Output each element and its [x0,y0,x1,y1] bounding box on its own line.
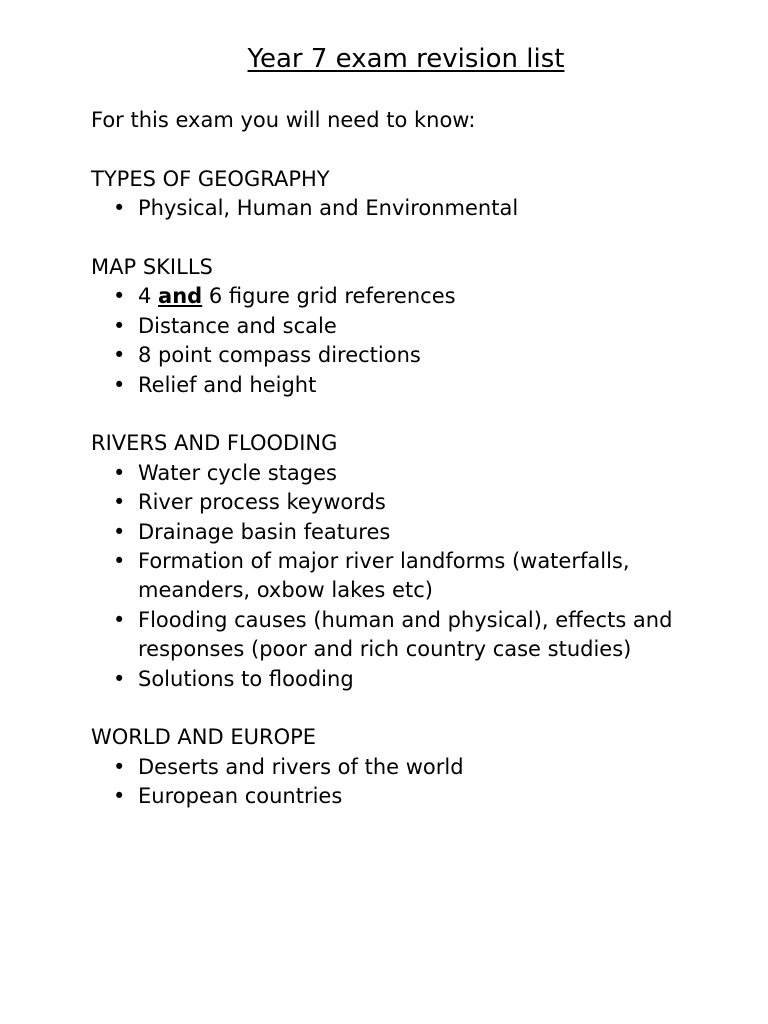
bullet-icon: • [113,460,126,485]
list-item [91,282,711,311]
page-title: Year 7 exam revision list [247,44,565,74]
list-item: • Distance and scale [91,312,711,341]
section-rivers-and-flooding [91,429,711,694]
section-heading: MAP SKILLS [91,255,213,279]
list-item: • 8 point compass directions [91,341,711,370]
bullet-icon: • [113,519,126,544]
bullet-list [91,459,711,694]
section-heading: RIVERS AND FLOODING [91,431,338,456]
grid-item-prefix: 4 [138,284,159,309]
intro-text: For this exam you will need to know: [91,108,476,132]
bullet-icon: • [113,666,126,691]
bullet-icon: • [113,196,126,221]
section-heading: TYPES OF GEOGRAPHY [91,166,330,191]
bullet-list [91,282,711,400]
list-item: • Relief and height [91,371,711,400]
list-item: • Deserts and rivers of the world [91,753,711,782]
bullet-icon: • [113,549,126,574]
section-heading: WORLD AND EUROPE [91,725,317,750]
list-item: • Drainage basin features [91,518,711,547]
list-item: • Water cycle stages [91,459,711,488]
list-item: • River process keywords [91,488,711,517]
bullet-icon: • [113,607,126,632]
bullet-list [91,194,711,223]
document-body [91,106,711,841]
bullet-icon: • [113,490,126,515]
section-world-and-europe [91,723,711,811]
list-item: • Physical, Human and Environmental [91,194,711,223]
list-item: • Flooding causes (human and physical), effects and responses (poor and rich country case studies) [113,607,673,662]
bullet-icon: • [113,284,126,309]
list-item: • Solutions to flooding [91,665,711,694]
bullet-list [91,753,711,812]
bullet-icon: • [113,313,126,338]
section-types-of-geography [91,165,711,224]
emphasis-text: and [158,284,203,309]
bullet-icon: • [113,343,126,368]
bullet-icon: • [113,372,126,397]
bullet-icon: • [113,784,126,809]
list-item: • European countries [91,782,711,811]
bullet-icon: • [113,754,126,779]
grid-item-suffix: 6 figure grid references [202,284,456,309]
list-item: • Formation of major river landforms (waterfalls, meanders, oxbow lakes etc) [113,549,630,603]
section-map-skills [91,253,711,400]
